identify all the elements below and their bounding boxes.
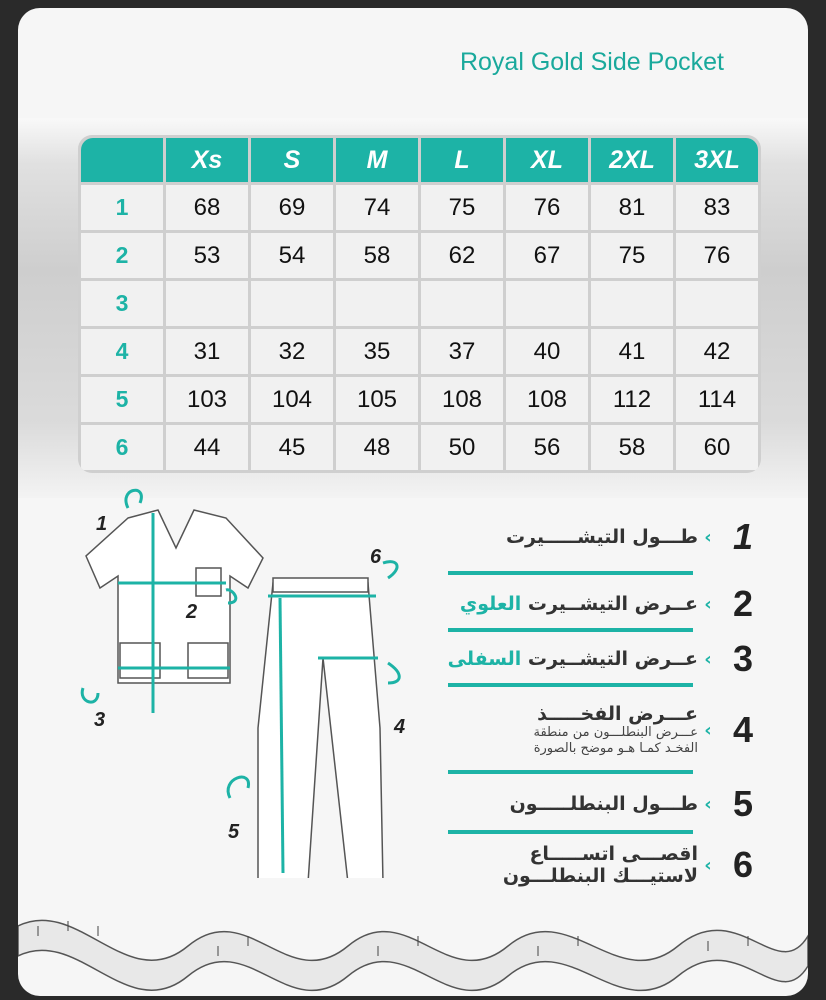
size-header-xl: XL bbox=[506, 138, 588, 182]
legend-number: 3 bbox=[732, 638, 754, 679]
table-row bbox=[81, 281, 758, 326]
table-cell bbox=[676, 281, 758, 326]
table-cell: 108 bbox=[421, 377, 503, 422]
table-row bbox=[81, 233, 758, 278]
row-label: 6 bbox=[81, 425, 163, 470]
diagram-label-6: 6 bbox=[370, 546, 382, 568]
legend-text bbox=[503, 843, 698, 887]
legend-divider bbox=[448, 770, 693, 774]
size-header-m: M bbox=[336, 138, 418, 182]
table-cell: 44 bbox=[166, 425, 248, 470]
chevron-left-icon: ‹ bbox=[704, 854, 712, 876]
table-row bbox=[81, 329, 758, 374]
legend-number: 2 bbox=[732, 583, 754, 624]
size-header-2xl: 2XL bbox=[591, 138, 673, 182]
legend-label: طـــول البنطلـــــون bbox=[509, 793, 698, 815]
legend-label: عــرض التيشــيرت bbox=[527, 648, 698, 670]
legend-label-line2: لاستيـــك البنطلـــون bbox=[502, 865, 698, 887]
table-row bbox=[81, 377, 758, 422]
header-corner bbox=[81, 138, 163, 182]
table-cell: 75 bbox=[421, 185, 503, 230]
legend-highlight: العلوي bbox=[459, 593, 522, 615]
table-cell: 50 bbox=[421, 425, 503, 470]
size-header-3xl: 3XL bbox=[676, 138, 758, 182]
table-cell: 41 bbox=[591, 329, 673, 374]
table-cell: 83 bbox=[676, 185, 758, 230]
table-cell: 68 bbox=[166, 185, 248, 230]
row-label: 1 bbox=[81, 185, 163, 230]
legend-divider bbox=[448, 628, 693, 632]
legend-highlight: السفلى bbox=[447, 648, 522, 670]
table-row bbox=[81, 425, 758, 470]
table-cell bbox=[421, 281, 503, 326]
diagram-label-3: 3 bbox=[94, 709, 106, 731]
legend-label: طـــول التيشـــــيرت bbox=[505, 526, 698, 548]
row-label: 2 bbox=[81, 233, 163, 278]
table-cell bbox=[336, 281, 418, 326]
table-cell: 74 bbox=[336, 185, 418, 230]
chevron-left-icon: ‹ bbox=[704, 593, 712, 615]
legend-text bbox=[460, 593, 698, 615]
garment-diagram bbox=[58, 478, 428, 878]
table-cell: 76 bbox=[676, 233, 758, 278]
legend-label: عـــرض الفخـــــذ bbox=[537, 703, 698, 725]
table-cell: 37 bbox=[421, 329, 503, 374]
table-cell: 45 bbox=[251, 425, 333, 470]
legend-divider bbox=[448, 571, 693, 575]
table-cell: 56 bbox=[506, 425, 588, 470]
legend-number: 5 bbox=[732, 783, 754, 824]
legend-text bbox=[506, 526, 698, 548]
scrub-pants-outline bbox=[258, 583, 383, 878]
diagram-label-4: 4 bbox=[394, 716, 406, 738]
row-label: 4 bbox=[81, 329, 163, 374]
table-cell: 58 bbox=[336, 233, 418, 278]
table-cell: 104 bbox=[251, 377, 333, 422]
table-cell: 31 bbox=[166, 329, 248, 374]
table-cell: 69 bbox=[251, 185, 333, 230]
size-header-xs: Xs bbox=[166, 138, 248, 182]
table-cell: 48 bbox=[336, 425, 418, 470]
legend-item-3 bbox=[428, 638, 768, 680]
table-cell: 75 bbox=[591, 233, 673, 278]
table-cell: 42 bbox=[676, 329, 758, 374]
table-cell: 62 bbox=[421, 233, 503, 278]
diagram-label-2: 2 bbox=[186, 601, 198, 623]
size-chart-card bbox=[18, 8, 808, 996]
table-cell: 35 bbox=[336, 329, 418, 374]
legend-number: 6 bbox=[732, 844, 754, 885]
legend-text bbox=[448, 648, 698, 670]
table-cell: 32 bbox=[251, 329, 333, 374]
legend-item-1 bbox=[428, 516, 768, 558]
size-header-l: L bbox=[421, 138, 503, 182]
table-cell: 112 bbox=[591, 377, 673, 422]
legend-divider bbox=[448, 683, 693, 687]
legend-sub: عـــرض البنطلـــون من منطقة bbox=[533, 725, 698, 740]
row-label: 5 bbox=[81, 377, 163, 422]
table-cell: 105 bbox=[336, 377, 418, 422]
table-row bbox=[81, 185, 758, 230]
chevron-left-icon: ‹ bbox=[704, 793, 712, 815]
table-cell: 67 bbox=[506, 233, 588, 278]
legend-item-2 bbox=[428, 583, 768, 625]
diagram-label-1: 1 bbox=[96, 513, 108, 535]
chevron-left-icon: ‹ bbox=[704, 648, 712, 670]
legend-label: عــرض التيشــيرت bbox=[527, 593, 698, 615]
table-cell: 58 bbox=[591, 425, 673, 470]
table-cell: 60 bbox=[676, 425, 758, 470]
table-cell: 54 bbox=[251, 233, 333, 278]
legend-item-5 bbox=[428, 783, 768, 825]
measuring-tape-decoration bbox=[18, 886, 808, 996]
table-cell: 81 bbox=[591, 185, 673, 230]
table-cell: 53 bbox=[166, 233, 248, 278]
legend-label: اقصـــى اتســـــاع bbox=[529, 843, 698, 865]
diagram-label-5: 5 bbox=[228, 821, 240, 843]
row-label: 3 bbox=[81, 281, 163, 326]
chevron-left-icon: ‹ bbox=[704, 719, 712, 741]
legend-number: 1 bbox=[732, 516, 754, 557]
table-cell: 103 bbox=[166, 377, 248, 422]
table-cell: 76 bbox=[506, 185, 588, 230]
legend-item-6 bbox=[428, 843, 768, 887]
table-cell bbox=[591, 281, 673, 326]
table-cell: 114 bbox=[676, 377, 758, 422]
legend-text bbox=[510, 793, 698, 815]
table-cell bbox=[506, 281, 588, 326]
size-header-s: S bbox=[251, 138, 333, 182]
legend-item-4 bbox=[428, 703, 768, 757]
legend-sub: الفخـد كمـا هـو موضح بالصورة bbox=[533, 741, 698, 756]
legend-number: 4 bbox=[732, 709, 754, 750]
product-title: Royal Gold Side Pocket bbox=[459, 48, 724, 76]
size-table bbox=[78, 135, 761, 473]
legend-divider bbox=[448, 830, 693, 834]
chevron-left-icon: ‹ bbox=[704, 526, 712, 548]
legend-text bbox=[534, 703, 699, 757]
table-cell: 40 bbox=[506, 329, 588, 374]
table-cell: 108 bbox=[506, 377, 588, 422]
table-cell bbox=[166, 281, 248, 326]
table-cell bbox=[251, 281, 333, 326]
